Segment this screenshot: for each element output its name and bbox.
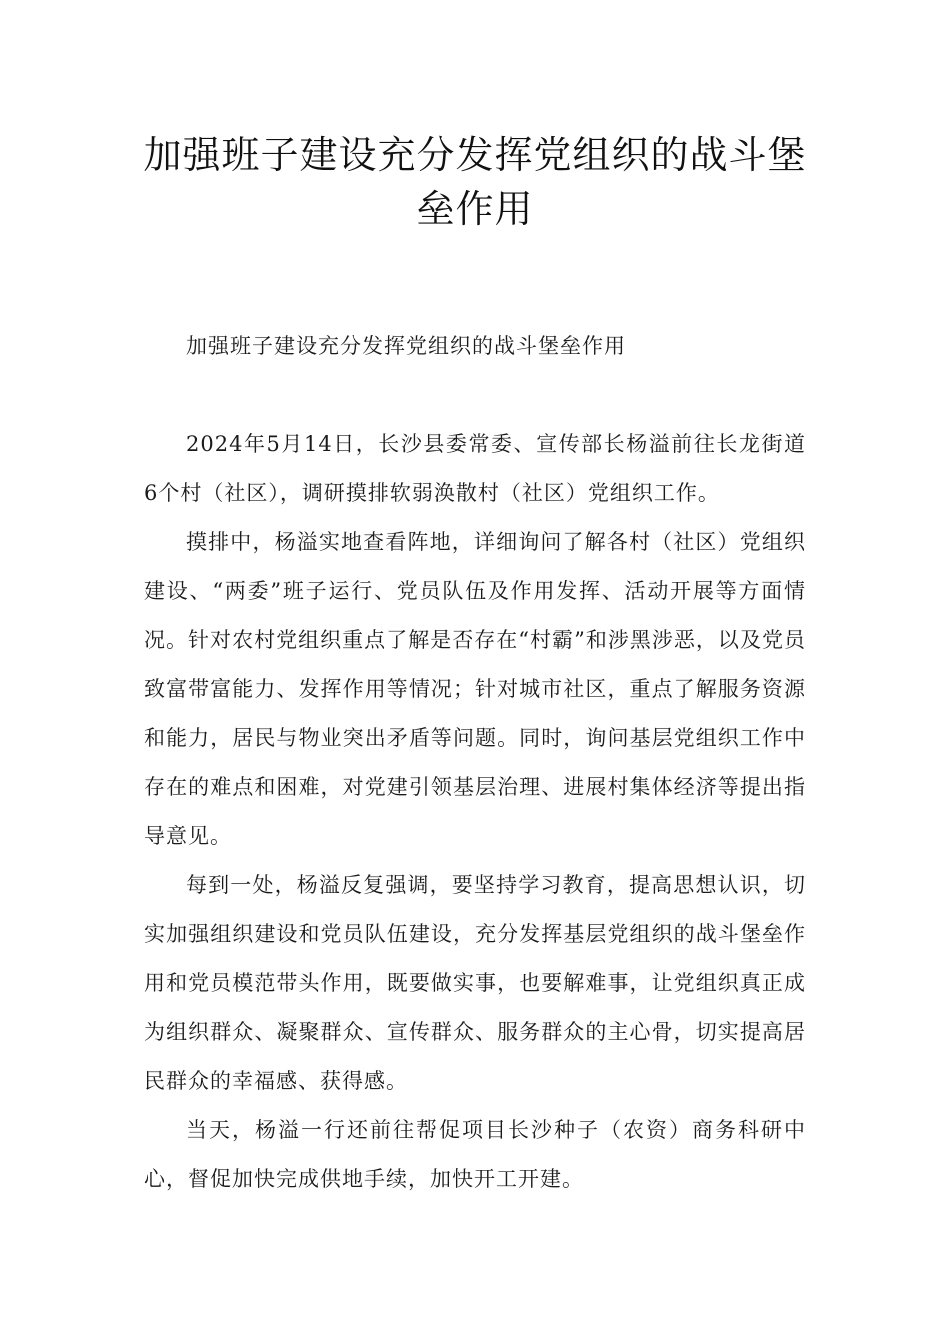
document-subtitle: 加强班子建设充分发挥党组织的战斗堡垒作用 [186, 334, 626, 358]
paragraph-4: 当天，杨溢一行还前往帮促项目长沙种子（农资）商务科研中心，督促加快完成供地手续，加快开工开建。 [144, 1118, 806, 1191]
document-title: 加强班子建设充分发挥党组织的战斗堡垒作用 [143, 133, 807, 231]
document-body [144, 322, 806, 1204]
paragraph-2: 摸排中，杨溢实地查看阵地，详细询问了解各村（社区）党组织建设、“两委”班子运行、党员队伍及作用发挥、活动开展等方面情况。针对农村党组织重点了解是否存在“村霸”和涉黑涉恶，以及党员致富带富能力、发挥作用等情况；针对城市社区，重点了解服务资源和能力，居民与物业突出矛盾等问题。同时，询问基层党组织工作中存在的难点和困难，对党建引领基层治理、进展村集体经济等提出指导意见。 [144, 530, 806, 848]
paragraph-1: 2024年5月14日，长沙县委常委、宣传部长杨溢前往长龙街道6个村（社区），调研摸排软弱涣散村（社区）党组织工作。 [144, 432, 806, 505]
paragraph-3: 每到一处，杨溢反复强调，要坚持学习教育，提高思想认识，切实加强组织建设和党员队伍建设，充分发挥基层党组织的战斗堡垒作用和党员模范带头作用，既要做实事，也要解难事，让党组织真正成为组织群众、凝聚群众、宣传群众、服务群众的主心骨，切实提高居民群众的幸福感、获得感。 [144, 873, 806, 1093]
